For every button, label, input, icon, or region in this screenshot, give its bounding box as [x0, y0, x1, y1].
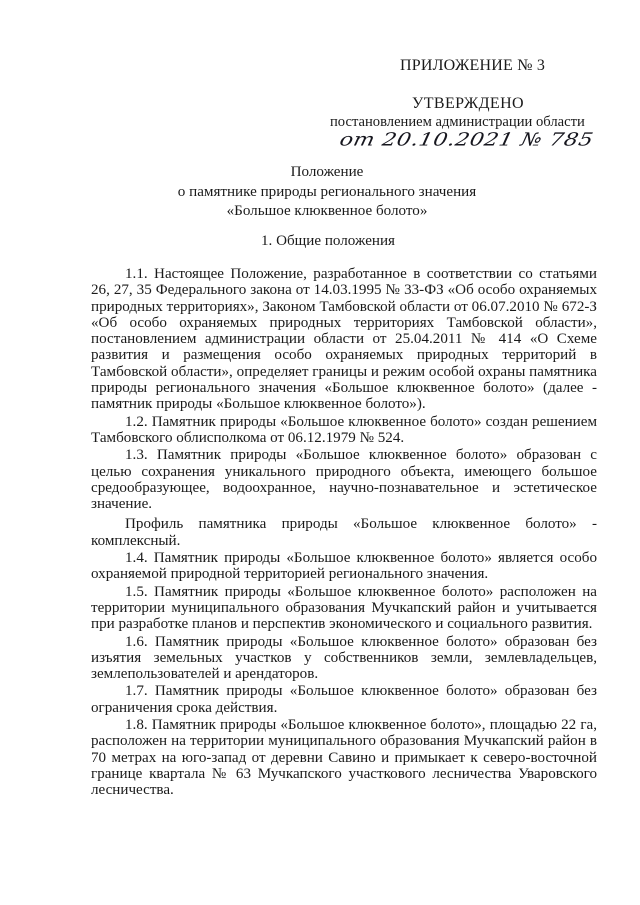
paragraph-1-3: 1.3. Памятник природы «Большое клюквенное болото» образован с целью сохранения уникального природного объекта, имеющего большое средообразующее, водоохранное, научно-познавательное и эстетическое значение.	[91, 447, 597, 513]
section-heading	[0, 233, 640, 250]
approved-label: УТВЕРЖДЕНО	[412, 95, 525, 112]
paragraph-1-6: 1.6. Памятник природы «Большое клюквенное болото» образован без изъятия земельных участков у собственников земли, землевладельцев, землепользователей и арендаторов.	[91, 633, 597, 683]
paragraph-1-7: 1.7. Памятник природы «Большое клюквенное болото» образован без ограничения срока действия.	[91, 683, 597, 716]
paragraph-1-5: 1.5. Памятник природы «Большое клюквенное болото» расположен на территории муниципального образования Мучкапский район и учитывается при разработке планов и перспектив экономического и социального развития.	[91, 583, 597, 633]
appendix-label: ПРИЛОЖЕНИЕ № 3	[400, 57, 546, 74]
paragraph-profile: Профиль памятника природы «Большое клюквенное болото» - комплексный.	[91, 516, 597, 549]
handwritten-date-number: от 20.10.2021 № 785	[337, 130, 596, 151]
title-line-2: о памятнике природы регионального значения	[177, 183, 477, 200]
paragraph-1-2: 1.2. Памятник природы «Большое клюквенное болото» создан решением Тамбовского облисполкома от 06.12.1979 № 524.	[91, 413, 597, 446]
section-heading-text: 1. Общие положения	[260, 233, 395, 249]
paragraph-1-1: 1.1. Настоящее Положение, разработанное в соответствии со статьями 26, 27, 35 Федерального закона от 14.03.1995 № 33-ФЗ «Об особо охраняемых природных территориях», Законом Тамбовской области от 06.07.2010 № 672-З «Об особо охраняемых природных территориях Тамбовской области», постановлением администрации области от 25.04.2011 № 414 «О Схеме развития и размещения особо охраняемых природных территорий в Тамбовской области», определяет границы и режим особой охраны памятника природы регионального значения «Большое клюквенное болото» (далее - памятник природы «Большое клюквенное болото»).	[91, 266, 597, 413]
title-line-1: Положение	[290, 164, 364, 180]
paragraph-1-8: 1.8. Памятник природы «Большое клюквенное болото», площадью 22 га, расположен на территории муниципального образования Мучкапский район в 70 метрах на юго-запад от деревни Савино и примыкает к северо-восточной границе квартала № 63 Мучкапского участкового лесничества Уваровского лесничества.	[91, 717, 597, 799]
title-line-3: «Большое клюквенное болото»	[226, 203, 428, 219]
document-body	[91, 266, 597, 799]
decree-label: постановлением администрации области	[330, 114, 585, 130]
document-title	[0, 163, 640, 222]
paragraph-1-4: 1.4. Памятник природы «Большое клюквенное болото» является особо охраняемой природной территорией регионального значения.	[91, 550, 597, 583]
